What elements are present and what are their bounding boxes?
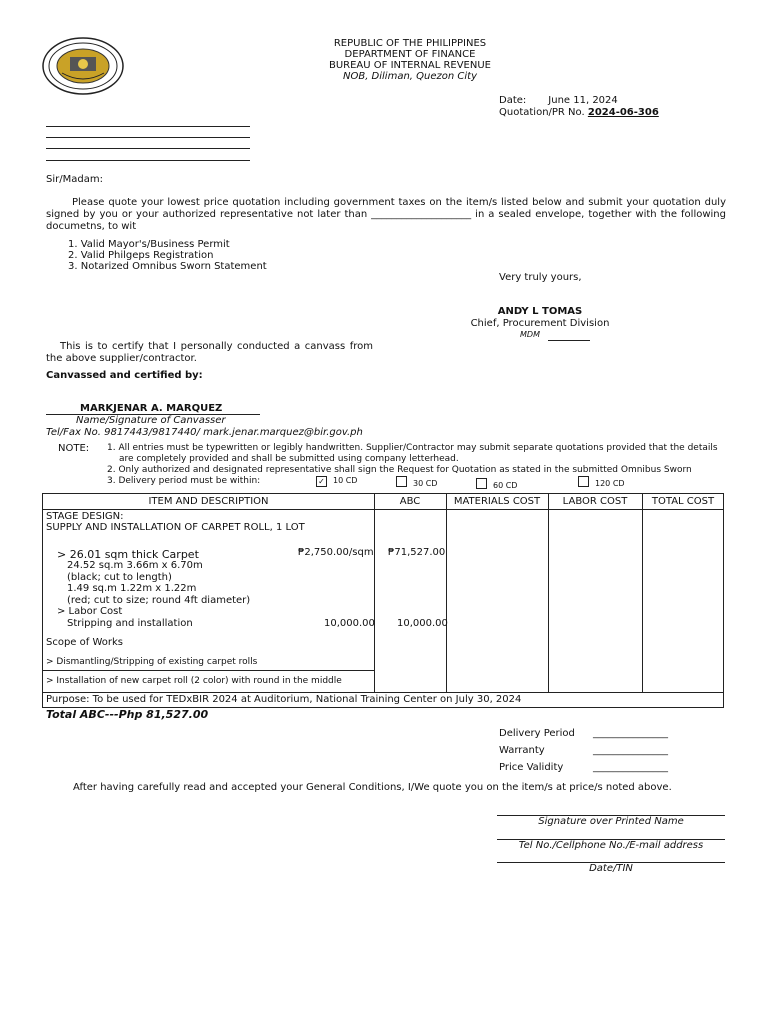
initials-line (548, 340, 590, 341)
signer-name: ANDY L TOMAS (497, 306, 583, 317)
scope-item-1: > Dismantling/Stripping of existing carpet rolls (46, 657, 258, 667)
canvasser-contact: Tel/Fax No. 9817443/9817440/ mark.jenar.marquez@bir.gov.ph (46, 427, 363, 438)
term-warranty-label: Warranty (499, 745, 545, 756)
bir-seal (42, 37, 124, 95)
canvasser-caption: Name/Signature of Canvasser (76, 415, 226, 426)
term-delivery-label: Delivery Period (499, 728, 575, 739)
quotation-number: 2024-06-306 (587, 107, 659, 118)
header-republic: REPUBLIC OF THE PHILIPPINES (333, 38, 487, 49)
option-60cd: 60 CD (493, 481, 518, 490)
header-bureau: BUREAU OF INTERNAL REVENUE (328, 60, 491, 71)
requirement-1: 1. Valid Mayor's/Business Permit (68, 239, 230, 250)
item2-unit-price: 10,000.00 (324, 618, 375, 629)
signature-contact-caption: Tel No./Cellphone No./E-mail address (518, 840, 704, 851)
header-address: NOB, Diliman, Quezon City (342, 71, 477, 82)
table-title: SUPPLY AND INSTALLATION OF CARPET ROLL, 1 LOT (46, 522, 305, 533)
term-delivery-value[interactable]: _______________ (593, 728, 668, 739)
option-120cd: 120 CD (595, 479, 625, 488)
item1-detail-2: (black; cut to length) (67, 571, 172, 583)
signer-title: Chief, Procurement Division (470, 318, 610, 329)
letter-body: Please quote your lowest price quotation including government taxes on the item/s listed below and submit your quotation duly signed by you or your authorized representative not later than ____________________ in a sealed envelope, together with the following documetns, to wit (46, 197, 726, 232)
purpose: Purpose: To be used for TEDxBIR 2024 at Auditorium, National Training Center on July 30, 2024 (46, 694, 522, 705)
total-abc: Total ABC---Php 81,527.00 (46, 708, 209, 721)
item1-detail-1: 24.52 sq.m 3.66m x 6.70m (67, 560, 203, 571)
stage-label: STAGE DESIGN: (46, 511, 124, 522)
address-line-4 (46, 160, 250, 161)
header-item: ITEM AND DESCRIPTION (148, 496, 269, 507)
salutation: Sir/Madam: (46, 174, 103, 185)
item1-unit-price: ₱2,750.00/sqm (298, 547, 374, 558)
labor-cost-label: > Labor Cost (57, 606, 123, 617)
note-item-2: 2. Only authorized and designated representative shall sign the Request for Quotation as stated in the submitted Omnibus Sworn (107, 465, 692, 475)
term-validity-label: Price Validity (499, 762, 564, 773)
note-label: NOTE: (58, 443, 90, 454)
note-item-1-cont: are completely provided and shall be submitted using company letterhead. (119, 454, 459, 464)
requirement-2: 2. Valid Philgeps Registration (68, 250, 214, 261)
scope-item-2: > Installation of new carpet roll (2 color) with round in the middle (46, 676, 342, 686)
checkbox-120cd[interactable] (578, 476, 589, 487)
quotation-table (42, 493, 724, 708)
address-line-3 (46, 148, 250, 149)
item2-abc: 10,000.00 (397, 618, 448, 629)
closing: Very truly yours, (499, 272, 582, 283)
item1-detail-3: 1.49 sq.m 1.22m x 1.22m (67, 583, 197, 594)
canvasser-name: MARKJENAR A. MARQUEZ (80, 403, 223, 414)
note-item-3: 3. Delivery period must be within: (107, 476, 261, 486)
item1-detail-4: (red; cut to size; round 4ft diameter) (67, 594, 251, 606)
option-30cd: 30 CD (413, 479, 438, 488)
address-line-2 (46, 137, 250, 138)
term-validity-value[interactable]: _______________ (593, 762, 668, 773)
term-warranty-value[interactable]: _______________ (593, 745, 668, 756)
note-item-1: 1. All entries must be typewritten or legibly handwritten. Supplier/Contractor may submit separate quotations provided that the details (107, 443, 718, 453)
certify-text: This is to certify that I personally conducted a canvass from the above supplier/contractor. (46, 341, 373, 364)
item2-name: Stripping and installation (67, 618, 193, 629)
requirement-3: 3. Notarized Omnibus Sworn Statement (68, 261, 267, 272)
option-10cd: 10 CD (333, 476, 358, 485)
signature-name-caption: Signature over Printed Name (538, 816, 684, 827)
item1-name: > 26.01 sqm thick Carpet (57, 548, 199, 561)
address-line-1 (46, 126, 250, 127)
header-materials: MATERIALS COST (453, 496, 541, 507)
header-abc: ABC (399, 496, 421, 507)
scope-label: Scope of Works (46, 637, 123, 648)
checkbox-10cd[interactable]: ✓ (316, 476, 327, 487)
acceptance-text: After having carefully read and accepted your General Conditions, I/We quote you on the item/s at price/s noted above. (73, 782, 672, 793)
item1-abc: ₱71,527.00 (388, 547, 446, 558)
header-total: TOTAL COST (651, 496, 715, 507)
canvassed-by: Canvassed and certified by: (46, 370, 203, 381)
header-labor: LABOR COST (562, 496, 628, 507)
quotation-label: Quotation/PR No. (499, 107, 585, 118)
checkbox-30cd[interactable] (396, 476, 407, 487)
checkbox-60cd[interactable] (476, 478, 487, 489)
header-department: DEPARTMENT OF FINANCE (344, 49, 476, 60)
initials: MDM (520, 330, 540, 339)
date-label: Date: (499, 95, 527, 106)
signature-date-caption: Date/TIN (589, 863, 633, 874)
date-value: June 11, 2024 (548, 95, 618, 106)
